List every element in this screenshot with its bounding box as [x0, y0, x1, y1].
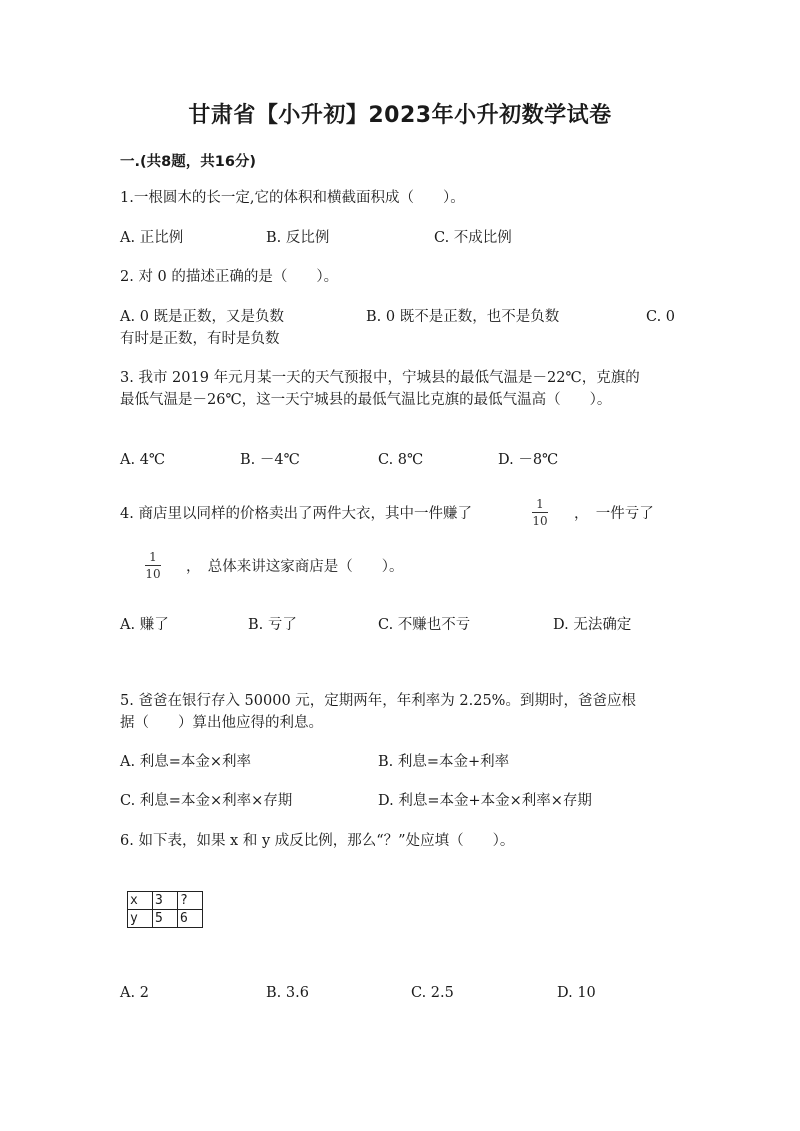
q3-option-b: B. －4℃	[240, 452, 300, 468]
table-cell: 3	[153, 892, 178, 910]
table-cell: 6	[178, 910, 203, 928]
fraction-denominator: 10	[532, 514, 548, 528]
q4-option-a: A. 赚了	[120, 617, 169, 633]
q1-option-b: B. 反比例	[266, 230, 330, 246]
fraction-one-tenth	[145, 550, 161, 581]
fraction-numerator: 1	[536, 497, 544, 511]
q5-option-c: C. 利息=本金×利率×存期	[120, 793, 293, 809]
table-row	[128, 892, 203, 910]
section-heading: 一.(共8题，共16分)	[120, 154, 257, 170]
q3-option-d: D. －8℃	[498, 452, 559, 468]
q2-option-a: A. 0 既是正数，又是负数	[120, 309, 285, 325]
question-1: 1.一根圆木的长一定,它的体积和横截面积成（ ）。	[120, 190, 465, 206]
question-6: 6. 如下表，如果 x 和 y 成反比例，那么“？”处应填（ ）。	[120, 833, 515, 849]
q6-option-a: A. 2	[120, 985, 149, 1001]
table-cell: ?	[178, 892, 203, 910]
question-5-line-1: 5. 爸爸在银行存入 50000 元，定期两年，年利率为 2.25%。到期时，爸爸应根	[120, 693, 636, 709]
question-3-line-1: 3. 我市 2019 年元月某一天的天气预报中，宁城县的最低气温是－22℃，克旗的	[120, 370, 640, 386]
q2-option-c: C. 0	[646, 309, 676, 325]
q3-option-a: A. 4℃	[120, 452, 166, 468]
q1-option-c: C. 不成比例	[434, 230, 512, 246]
q4-option-b: B. 亏了	[248, 617, 297, 633]
q2-option-c-continued: 有时是正数，有时是负数	[120, 331, 280, 347]
q5-option-b: B. 利息=本金+利率	[378, 754, 510, 770]
fraction-denominator: 10	[145, 567, 161, 581]
q6-option-d: D. 10	[557, 985, 596, 1001]
q5-option-d: D. 利息=本金+本金×利率×存期	[378, 793, 592, 809]
q5-option-a: A. 利息=本金×利率	[120, 754, 251, 770]
fraction-numerator: 1	[149, 550, 157, 564]
question-4-part-3: ， 总体来讲这家商店是（ ）。	[186, 559, 404, 575]
page-title: 甘肃省【小升初】2023年小升初数学试卷	[188, 103, 612, 128]
q3-option-c: C. 8℃	[378, 452, 424, 468]
question-5-line-2: 据（ ）算出他应得的利息。	[120, 715, 323, 731]
question-2: 2. 对 0 的描述正确的是（ ）。	[120, 269, 339, 285]
fraction-one-tenth	[532, 497, 548, 528]
q4-option-d: D. 无法确定	[553, 617, 632, 633]
q2-option-b: B. 0 既不是正数，也不是负数	[366, 309, 560, 325]
fraction-bar	[532, 512, 548, 513]
table-cell: 5	[153, 910, 178, 928]
question-4-part-2: ， 一件亏了	[574, 506, 654, 522]
q1-option-a: A. 正比例	[120, 230, 184, 246]
fraction-bar	[145, 565, 161, 566]
table-cell: x	[128, 892, 153, 910]
table-row	[128, 910, 203, 928]
q6-option-c: C. 2.5	[411, 985, 454, 1001]
question-4-part-1: 4. 商店里以同样的价格卖出了两件大衣，其中一件赚了	[120, 506, 472, 522]
xy-table	[127, 891, 203, 928]
table-cell: y	[128, 910, 153, 928]
q6-option-b: B. 3.6	[266, 985, 309, 1001]
q4-option-c: C. 不赚也不亏	[378, 617, 471, 633]
question-3-line-2: 最低气温是－26℃，这一天宁城县的最低气温比克旗的最低气温高（ ）。	[120, 392, 612, 408]
